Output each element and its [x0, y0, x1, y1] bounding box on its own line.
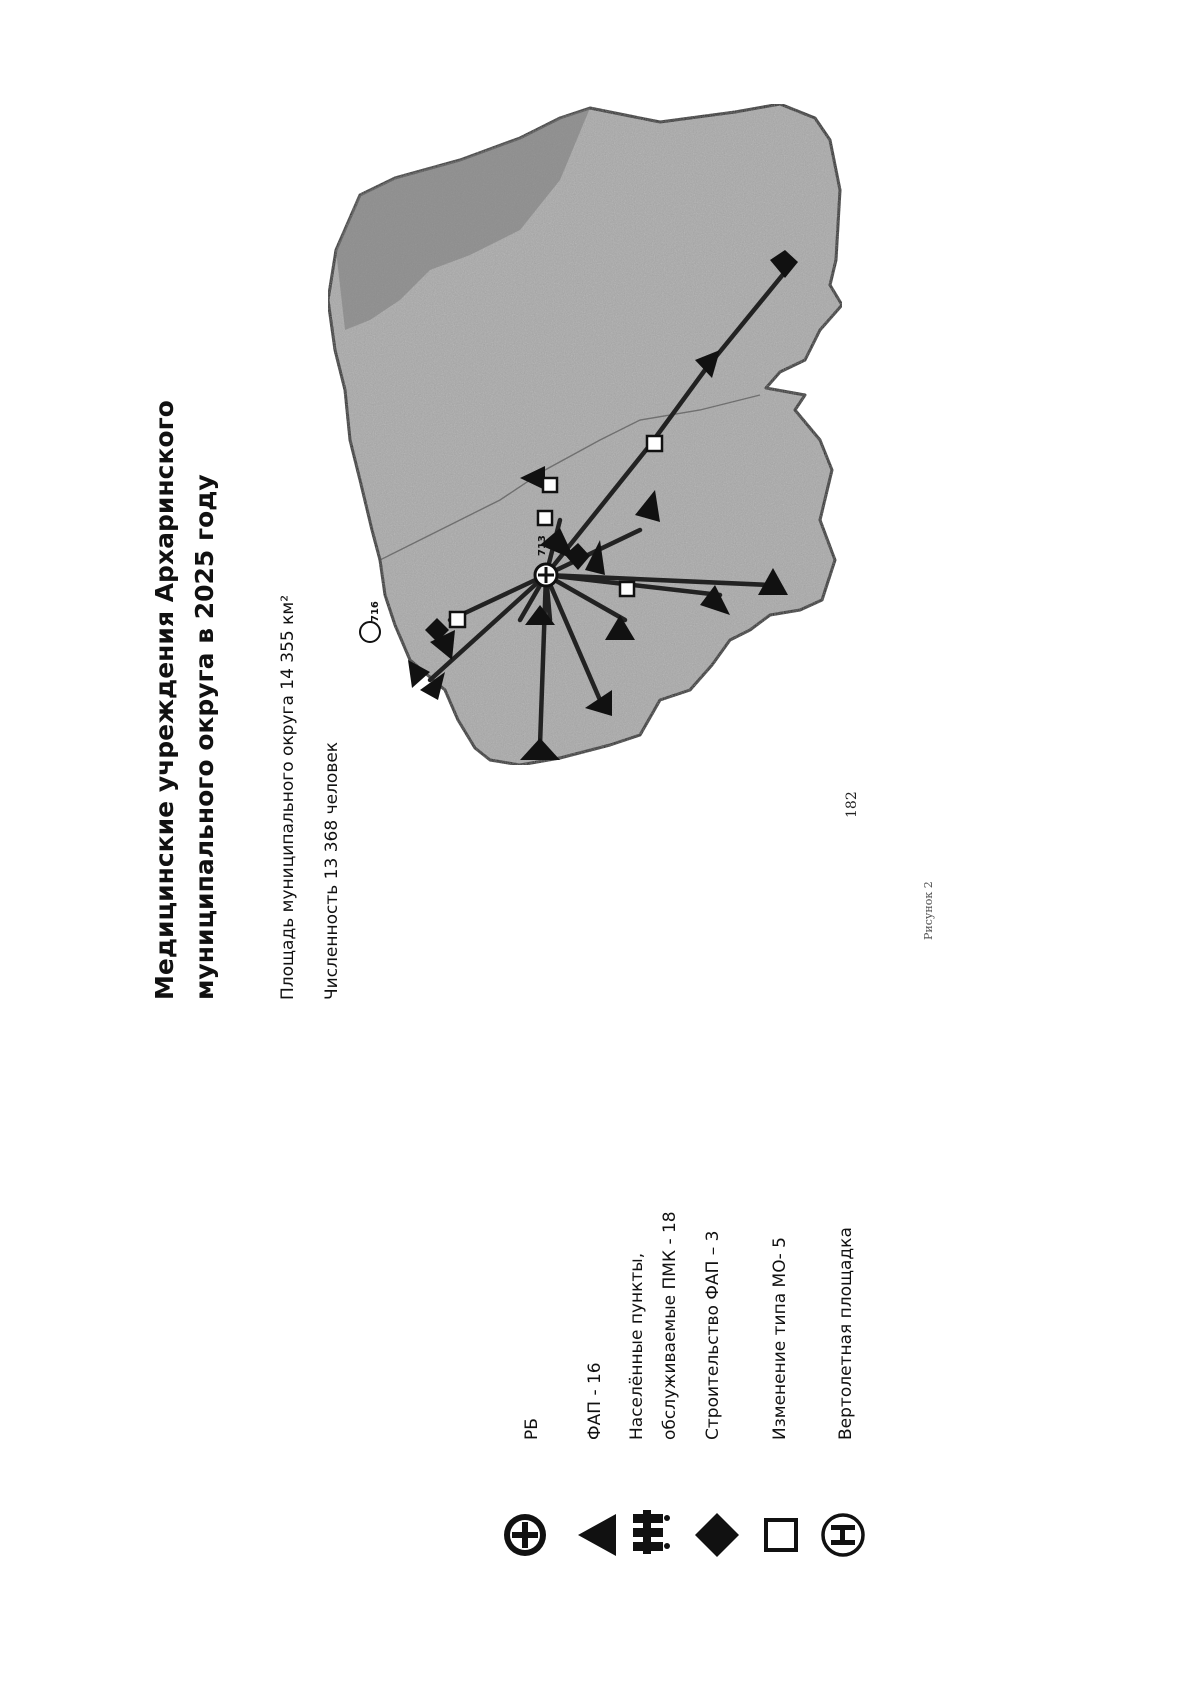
hospital-cross-icon — [500, 1510, 550, 1560]
road-marker-716 — [360, 622, 380, 642]
mo-type-marker — [620, 582, 634, 596]
legend-label-rb: РБ — [522, 1418, 542, 1440]
legend-label-fap: ФАП - 16 — [585, 1362, 605, 1440]
district-map — [120, 60, 860, 800]
legend-label-pmk-line-2: обслуживаемые ПМК - 18 — [660, 1211, 680, 1440]
population-text: Численность 13 368 человек — [322, 741, 342, 1000]
helipad-icon — [818, 1510, 868, 1560]
legend-label-helipad: Вертолетная площадка — [836, 1227, 856, 1440]
page-title-line-1: Медицинские учреждения Архаринского — [150, 400, 179, 1000]
hospital-marker — [535, 564, 557, 586]
mo-type-marker — [450, 612, 465, 627]
legend-label-mo-type: Изменение типа МО- 5 — [770, 1237, 790, 1440]
people-icon — [625, 1508, 675, 1562]
page-number: 182 — [844, 791, 860, 818]
figure-caption: Рисунок 2 — [922, 881, 935, 940]
road-label-713: 713 — [537, 535, 548, 556]
mo-type-marker — [538, 511, 552, 525]
square-icon — [758, 1512, 804, 1558]
legend-label-pmk-line-1: Населённые пункты, — [627, 1252, 647, 1440]
triangle-icon — [572, 1510, 622, 1560]
area-text: Площадь муниципального округа 14 355 км² — [278, 594, 298, 1000]
diamond-icon — [692, 1510, 742, 1560]
legend-label-construction: Строительство ФАП – 3 — [703, 1230, 723, 1440]
mo-type-marker — [543, 478, 557, 492]
road-label-716: 716 — [370, 601, 381, 622]
page-title-line-2: муниципального округа в 2025 году — [190, 474, 219, 1000]
mo-type-marker — [647, 436, 662, 451]
